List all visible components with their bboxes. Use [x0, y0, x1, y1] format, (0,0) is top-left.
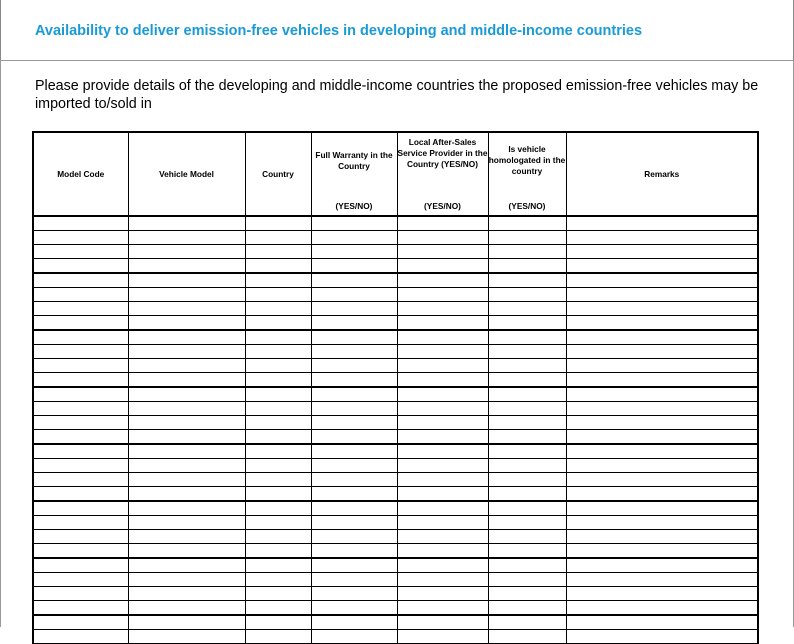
- table-cell[interactable]: [33, 516, 128, 530]
- table-cell[interactable]: [245, 288, 311, 302]
- table-row: [33, 288, 758, 302]
- table-cell[interactable]: [311, 558, 397, 573]
- table-cell[interactable]: [33, 402, 128, 416]
- table-cell[interactable]: [311, 459, 397, 473]
- table-cell[interactable]: [245, 558, 311, 573]
- table-cell[interactable]: [488, 259, 566, 274]
- table-cell[interactable]: [128, 316, 245, 331]
- table-row: [33, 587, 758, 601]
- col-full-warranty-label: Full Warranty in the Country: [315, 150, 393, 171]
- table-cell[interactable]: [33, 416, 128, 430]
- table-cell[interactable]: [311, 444, 397, 459]
- table-cell[interactable]: [33, 473, 128, 487]
- table-cell[interactable]: [397, 544, 488, 559]
- table-row: [33, 402, 758, 416]
- table-cell[interactable]: [566, 316, 758, 331]
- table-cell[interactable]: [566, 402, 758, 416]
- table-cell[interactable]: [245, 273, 311, 288]
- table-cell[interactable]: [128, 558, 245, 573]
- table-cell[interactable]: [33, 359, 128, 373]
- table-cell[interactable]: [311, 544, 397, 559]
- table-cell[interactable]: [33, 302, 128, 316]
- table-cell[interactable]: [397, 259, 488, 274]
- table-cell[interactable]: [311, 259, 397, 274]
- table-cell[interactable]: [128, 501, 245, 516]
- table-cell[interactable]: [128, 259, 245, 274]
- table-cell[interactable]: [311, 615, 397, 630]
- table-cell[interactable]: [128, 345, 245, 359]
- table-cell[interactable]: [245, 615, 311, 630]
- table-cell[interactable]: [33, 273, 128, 288]
- col-vehicle-model: [128, 132, 245, 216]
- table-cell[interactable]: [245, 544, 311, 559]
- table-cell[interactable]: [397, 316, 488, 331]
- col-country-label: Country: [262, 168, 294, 179]
- table-cell[interactable]: [566, 430, 758, 445]
- table-cell[interactable]: [566, 487, 758, 502]
- table-row: [33, 330, 758, 345]
- table-cell[interactable]: [397, 359, 488, 373]
- table-cell[interactable]: [566, 231, 758, 245]
- table-cell[interactable]: [128, 473, 245, 487]
- table-cell[interactable]: [488, 273, 566, 288]
- table-cell[interactable]: [311, 288, 397, 302]
- table-cell[interactable]: [397, 459, 488, 473]
- table-cell[interactable]: [488, 231, 566, 245]
- table-cell[interactable]: [33, 558, 128, 573]
- table-cell[interactable]: [566, 544, 758, 559]
- table-cell[interactable]: [33, 501, 128, 516]
- table-cell[interactable]: [488, 516, 566, 530]
- table-row: [33, 273, 758, 288]
- table-cell[interactable]: [33, 487, 128, 502]
- table-row: [33, 601, 758, 616]
- table-cell[interactable]: [33, 430, 128, 445]
- table-cell[interactable]: [245, 216, 311, 231]
- table-cell[interactable]: [245, 259, 311, 274]
- table-cell[interactable]: [33, 316, 128, 331]
- table-cell[interactable]: [397, 402, 488, 416]
- table-cell[interactable]: [566, 345, 758, 359]
- table-cell[interactable]: [566, 459, 758, 473]
- table-cell[interactable]: [128, 444, 245, 459]
- table-cell[interactable]: [311, 416, 397, 430]
- table-cell[interactable]: [566, 288, 758, 302]
- table-cell[interactable]: [488, 587, 566, 601]
- table-cell[interactable]: [311, 473, 397, 487]
- table-cell[interactable]: [128, 302, 245, 316]
- table-cell[interactable]: [397, 373, 488, 388]
- table-cell[interactable]: [566, 516, 758, 530]
- table-row: [33, 630, 758, 644]
- table-cell[interactable]: [33, 216, 128, 231]
- col-country: [245, 132, 311, 216]
- table-cell[interactable]: [245, 416, 311, 430]
- table-row: [33, 487, 758, 502]
- col-model-code: [33, 132, 128, 216]
- table-row: [33, 373, 758, 388]
- table-row: [33, 245, 758, 259]
- table-row: [33, 516, 758, 530]
- table-cell[interactable]: [311, 573, 397, 587]
- table-cell[interactable]: [397, 630, 488, 644]
- table-cell[interactable]: [128, 273, 245, 288]
- table-cell[interactable]: [33, 530, 128, 544]
- table-cell[interactable]: [397, 516, 488, 530]
- table-cell[interactable]: [311, 302, 397, 316]
- table-cell[interactable]: [488, 302, 566, 316]
- table-cell[interactable]: [566, 473, 758, 487]
- table-cell[interactable]: [128, 530, 245, 544]
- col-full-warranty: [311, 132, 397, 216]
- table-cell[interactable]: [128, 373, 245, 388]
- table-cell[interactable]: [488, 288, 566, 302]
- table-cell[interactable]: [311, 487, 397, 502]
- table-cell[interactable]: [488, 416, 566, 430]
- table-cell[interactable]: [566, 530, 758, 544]
- table-cell[interactable]: [488, 316, 566, 331]
- table-cell[interactable]: [488, 630, 566, 644]
- table-cell[interactable]: [488, 430, 566, 445]
- intro-paragraph: Please provide details of the developing and middle-income countries the proposed emission-free vehicles may be imported to/sold in: [35, 78, 759, 112]
- table-cell[interactable]: [566, 216, 758, 231]
- table-cell[interactable]: [245, 573, 311, 587]
- table-cell[interactable]: [128, 216, 245, 231]
- table-cell[interactable]: [488, 615, 566, 630]
- table-cell[interactable]: [311, 330, 397, 345]
- col-remarks: [566, 132, 758, 216]
- table-cell[interactable]: [245, 402, 311, 416]
- page-left-border: [0, 61, 1, 627]
- table-cell[interactable]: [33, 231, 128, 245]
- table-row: [33, 573, 758, 587]
- table-row: [33, 558, 758, 573]
- table-cell[interactable]: [397, 615, 488, 630]
- table-cell[interactable]: [488, 473, 566, 487]
- table-cell[interactable]: [566, 630, 758, 644]
- table-cell[interactable]: [33, 444, 128, 459]
- table-row: [33, 387, 758, 402]
- table-row: [33, 302, 758, 316]
- table-cell[interactable]: [488, 530, 566, 544]
- table-cell[interactable]: [33, 330, 128, 345]
- col-homologated-sub: (YES/NO): [508, 201, 546, 211]
- table-cell[interactable]: [128, 288, 245, 302]
- col-model-code-label: Model Code: [57, 168, 105, 179]
- table-cell[interactable]: [245, 302, 311, 316]
- table-cell[interactable]: [245, 316, 311, 331]
- table-cell[interactable]: [566, 416, 758, 430]
- col-homologated: [488, 132, 566, 216]
- table-cell[interactable]: [397, 530, 488, 544]
- table-cell[interactable]: [311, 359, 397, 373]
- table-cell[interactable]: [311, 387, 397, 402]
- table-cell[interactable]: [566, 501, 758, 516]
- table-cell[interactable]: [488, 501, 566, 516]
- table-cell[interactable]: [128, 330, 245, 345]
- col-after-sales: [397, 132, 488, 216]
- countries-table: [32, 131, 759, 644]
- table-cell[interactable]: [566, 359, 758, 373]
- table-cell[interactable]: [245, 530, 311, 544]
- table-cell[interactable]: [311, 630, 397, 644]
- table-cell[interactable]: [245, 630, 311, 644]
- table-cell[interactable]: [128, 245, 245, 259]
- table-header-row: [33, 132, 758, 216]
- col-homologated-label: Is vehicle homologated in the country: [488, 144, 566, 176]
- table-cell[interactable]: [488, 245, 566, 259]
- table-cell[interactable]: [245, 359, 311, 373]
- table-row: [33, 316, 758, 331]
- section-title: Availability to deliver emission-free vehicles in developing and middle-income countries: [35, 23, 643, 39]
- table-row: [33, 544, 758, 559]
- table-cell[interactable]: [397, 330, 488, 345]
- table-cell[interactable]: [488, 402, 566, 416]
- table-cell[interactable]: [397, 601, 488, 616]
- table-row: [33, 530, 758, 544]
- table-cell[interactable]: [397, 558, 488, 573]
- table-cell[interactable]: [566, 330, 758, 345]
- table-cell[interactable]: [397, 587, 488, 601]
- table-cell[interactable]: [566, 444, 758, 459]
- table-cell[interactable]: [311, 587, 397, 601]
- table-cell[interactable]: [128, 544, 245, 559]
- table-cell[interactable]: [245, 601, 311, 616]
- table-row: [33, 216, 758, 231]
- table-cell[interactable]: [33, 544, 128, 559]
- table-cell[interactable]: [488, 544, 566, 559]
- table-cell[interactable]: [311, 530, 397, 544]
- table-cell[interactable]: [488, 573, 566, 587]
- table-cell[interactable]: [488, 601, 566, 616]
- table-cell[interactable]: [128, 387, 245, 402]
- table-cell[interactable]: [566, 245, 758, 259]
- table-cell[interactable]: [245, 444, 311, 459]
- table-cell[interactable]: [33, 259, 128, 274]
- table-cell[interactable]: [245, 430, 311, 445]
- col-after-sales-sub: (YES/NO): [424, 201, 461, 211]
- table-row: [33, 430, 758, 445]
- table-cell[interactable]: [397, 416, 488, 430]
- col-vehicle-model-label: Vehicle Model: [159, 168, 214, 179]
- table-cell[interactable]: [245, 516, 311, 530]
- table-cell[interactable]: [397, 302, 488, 316]
- table-row: [33, 444, 758, 459]
- table-cell[interactable]: [33, 601, 128, 616]
- table-row: [33, 473, 758, 487]
- table-cell[interactable]: [566, 373, 758, 388]
- table-cell[interactable]: [128, 459, 245, 473]
- table-cell[interactable]: [566, 387, 758, 402]
- table-cell[interactable]: [33, 345, 128, 359]
- table-cell[interactable]: [311, 316, 397, 331]
- table-cell[interactable]: [311, 516, 397, 530]
- table-cell[interactable]: [566, 558, 758, 573]
- table-cell[interactable]: [397, 245, 488, 259]
- table-cell[interactable]: [245, 330, 311, 345]
- table-cell[interactable]: [33, 245, 128, 259]
- table-cell[interactable]: [33, 587, 128, 601]
- table-cell[interactable]: [311, 231, 397, 245]
- table-cell[interactable]: [128, 416, 245, 430]
- table-row: [33, 359, 758, 373]
- table-cell[interactable]: [245, 245, 311, 259]
- table-cell[interactable]: [128, 516, 245, 530]
- table-cell[interactable]: [397, 487, 488, 502]
- table-cell[interactable]: [397, 273, 488, 288]
- table-cell[interactable]: [566, 259, 758, 274]
- table-cell[interactable]: [245, 473, 311, 487]
- table-row: [33, 259, 758, 274]
- table-cell[interactable]: [397, 430, 488, 445]
- table-cell[interactable]: [311, 402, 397, 416]
- table-body: [33, 216, 758, 644]
- table-cell[interactable]: [33, 630, 128, 644]
- table-cell[interactable]: [397, 345, 488, 359]
- table-cell[interactable]: [488, 459, 566, 473]
- table-cell[interactable]: [311, 216, 397, 231]
- section-divider: [0, 60, 794, 61]
- table-row: [33, 501, 758, 516]
- table-cell[interactable]: [245, 501, 311, 516]
- col-remarks-label: Remarks: [644, 168, 680, 179]
- table-cell[interactable]: [245, 387, 311, 402]
- table-cell[interactable]: [566, 615, 758, 630]
- table-cell[interactable]: [245, 231, 311, 245]
- table-cell[interactable]: [397, 444, 488, 459]
- table-cell[interactable]: [397, 387, 488, 402]
- table-cell[interactable]: [566, 601, 758, 616]
- table-cell[interactable]: [245, 345, 311, 359]
- table-cell[interactable]: [311, 345, 397, 359]
- table-cell[interactable]: [488, 216, 566, 231]
- table-cell[interactable]: [488, 373, 566, 388]
- table-cell[interactable]: [245, 487, 311, 502]
- table-cell[interactable]: [128, 231, 245, 245]
- table-cell[interactable]: [128, 630, 245, 644]
- table-cell[interactable]: [566, 273, 758, 288]
- table-cell[interactable]: [311, 273, 397, 288]
- table-cell[interactable]: [397, 573, 488, 587]
- table-cell[interactable]: [488, 345, 566, 359]
- table-cell[interactable]: [311, 601, 397, 616]
- table-cell[interactable]: [33, 373, 128, 388]
- table-cell[interactable]: [397, 231, 488, 245]
- table-row: [33, 345, 758, 359]
- table-cell[interactable]: [128, 487, 245, 502]
- table-cell[interactable]: [128, 359, 245, 373]
- table-cell[interactable]: [488, 359, 566, 373]
- table-cell[interactable]: [128, 601, 245, 616]
- table-cell[interactable]: [245, 587, 311, 601]
- col-after-sales-label: Local After-Sales Service Provider in the Country (YES/NO): [397, 137, 488, 169]
- table-cell[interactable]: [488, 487, 566, 502]
- table-cell[interactable]: [311, 245, 397, 259]
- table-cell[interactable]: [311, 501, 397, 516]
- table-cell[interactable]: [566, 302, 758, 316]
- table-cell[interactable]: [33, 459, 128, 473]
- table-row: [33, 416, 758, 430]
- frame-left-rule: [0, 0, 1, 60]
- table-row: [33, 459, 758, 473]
- table-row: [33, 615, 758, 630]
- table-cell[interactable]: [311, 373, 397, 388]
- table-cell[interactable]: [488, 444, 566, 459]
- table-cell[interactable]: [33, 288, 128, 302]
- table-cell[interactable]: [397, 216, 488, 231]
- table-cell[interactable]: [397, 288, 488, 302]
- table-cell[interactable]: [245, 373, 311, 388]
- table-cell[interactable]: [488, 558, 566, 573]
- table-cell[interactable]: [311, 430, 397, 445]
- col-full-warranty-sub: (YES/NO): [335, 201, 373, 211]
- table-cell[interactable]: [33, 573, 128, 587]
- table-cell[interactable]: [566, 587, 758, 601]
- table-cell[interactable]: [488, 387, 566, 402]
- table-cell[interactable]: [128, 573, 245, 587]
- table-cell[interactable]: [33, 615, 128, 630]
- table-cell[interactable]: [566, 573, 758, 587]
- table-cell[interactable]: [128, 402, 245, 416]
- table-cell[interactable]: [128, 587, 245, 601]
- table-cell[interactable]: [33, 387, 128, 402]
- table-cell[interactable]: [488, 330, 566, 345]
- table-cell[interactable]: [397, 501, 488, 516]
- table-row: [33, 231, 758, 245]
- table-cell[interactable]: [128, 615, 245, 630]
- table-cell[interactable]: [128, 430, 245, 445]
- table-cell[interactable]: [397, 473, 488, 487]
- table-cell[interactable]: [245, 459, 311, 473]
